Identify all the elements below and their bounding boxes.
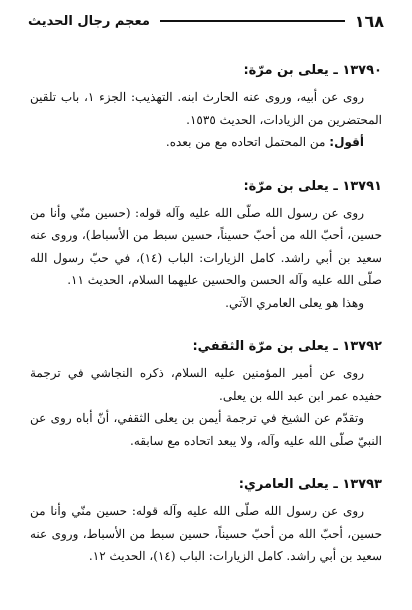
paragraph-text: روى عن رسول الله صلّى الله عليه وآله قوله: (حسين منّي وأنا من حسين، أحبّ الله من أحبّ حسيناً، حسين سبط من الأسباط)، وروى عنه سعيد بن أبي راشد. كامل الزيارات: الباب (١٤)، في حبّ رسول الله صلّى الله عليه وآله الحسن والحسين عليهما السلام، الحديث ١١. bbox=[30, 205, 382, 287]
running-head bbox=[28, 8, 384, 34]
header-rule bbox=[160, 20, 345, 22]
paragraph-text: روى عن أبيه، وروى عنه الحارث ابنه. التهذيب: الجزء ١، باب تلقين المحتضرين من الزيادات، الحديث ١٥٣٥. bbox=[30, 90, 382, 127]
paragraph-lead: أقول: bbox=[329, 135, 364, 149]
paragraph-text: وتقدّم عن الشيخ في ترجمة أيمن بن يعلى الثقفي، أنّ أباه روى عن النبيّ صلّى الله عليه وآله، ولا يبعد اتحاده مع سابقه. bbox=[30, 411, 382, 448]
page-number: ١٦٨ bbox=[354, 11, 384, 31]
entry-paragraph bbox=[30, 362, 382, 407]
entry-paragraph bbox=[30, 500, 382, 568]
book-title: معجم رجال الحديث bbox=[28, 13, 150, 29]
entry-paragraph bbox=[30, 202, 382, 292]
paragraph-text: من المحتمل اتحاده مع من بعده. bbox=[165, 135, 330, 149]
entry-title: ١٣٧٩٢ ـ يعلى بن مرّة الثقفي: bbox=[192, 339, 382, 354]
entry-title: ١٣٧٩٣ ـ يعلى العامري: bbox=[238, 477, 382, 492]
page-content bbox=[30, 60, 382, 590]
paragraph-text: روى عن أمير المؤمنين عليه السلام، ذكره النجاشي في ترجمة حفيده عمر ابن عبد الله بن يعلى. bbox=[30, 366, 382, 403]
entry-13790 bbox=[30, 60, 382, 154]
paragraph-text: روى عن رسول الله صلّى الله عليه وآله قوله: حسين منّي وأنا من حسين، أحبّ الله من أحبّ حسيناً، حسين سبط من الأسباط، وروى عنه سعيد بن أبي راشد. كامل الزيارات: الباب (١٤)، الحديث ١٢. bbox=[30, 504, 382, 563]
entry-13791 bbox=[30, 176, 382, 315]
entry-title: ١٣٧٩١ ـ يعلى بن مرّة: bbox=[243, 178, 382, 194]
entry-title: ١٣٧٩٠ ـ يعلى بن مرّة: bbox=[243, 63, 382, 78]
entry-paragraph bbox=[30, 407, 382, 452]
entry-paragraph bbox=[30, 131, 382, 154]
entry-paragraph bbox=[30, 86, 382, 131]
entry-paragraph bbox=[30, 292, 382, 315]
entry-13792 bbox=[30, 336, 382, 452]
paragraph-text: وهذا هو يعلى العامري الآتي. bbox=[225, 295, 364, 310]
entry-13793 bbox=[30, 474, 382, 568]
